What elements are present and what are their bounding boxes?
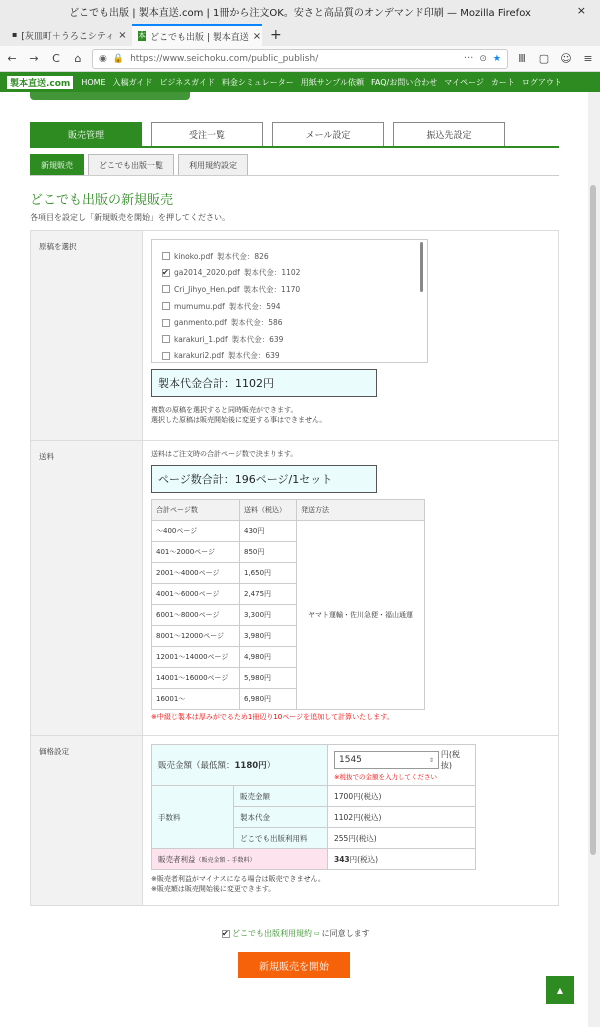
file-name: karakuri_1.pdf [174, 334, 228, 344]
fee-item-label: 販売金額 [234, 786, 328, 807]
pages-cell: 8001〜12000ページ [152, 626, 240, 647]
file-cost: 製本代金：639 [227, 351, 280, 361]
pages-cell: 6001〜8000ページ [152, 605, 240, 626]
shipping-cell [143, 441, 559, 736]
col-pages: 合計ページ数 [152, 500, 240, 521]
site-favicon-icon: 本 [138, 31, 146, 40]
profit-unit: 円(税込) [349, 854, 379, 864]
page-icon: ▪ [12, 30, 18, 39]
sidebar-icon[interactable]: ▢ [538, 52, 550, 65]
terms-agreement [222, 928, 370, 939]
shipping-table [151, 499, 425, 710]
file-checkbox[interactable] [162, 302, 170, 310]
manuscript-note-2: 選択した原稿は販売開始後に変更する事はできません。 [151, 416, 327, 424]
url-text[interactable]: https://www.seichoku.com/public_publish/ [130, 53, 319, 64]
fee-cell: 1,650円 [240, 563, 297, 584]
pages-cell: 12001〜14000ページ [152, 647, 240, 668]
menu-icon[interactable]: ≡ [583, 52, 593, 65]
tab-close-icon[interactable]: × [252, 30, 262, 42]
file-name: mumumu.pdf [174, 301, 225, 311]
file-checkbox[interactable] [162, 335, 170, 343]
file-checkbox[interactable] [162, 252, 170, 260]
price-cell [143, 736, 559, 906]
tab-mail-settings[interactable]: メール設定 [272, 122, 384, 146]
file-item[interactable] [162, 298, 427, 315]
file-cost: 製本代金：1102 [243, 268, 301, 278]
pages-cell: 4001〜6000ページ [152, 584, 240, 605]
tab-publish-list[interactable]: どこでも出版一覧 [88, 154, 174, 175]
file-cost: 製本代金：639 [231, 334, 284, 344]
price-table [151, 744, 476, 870]
sale-price-text: 販売金額（最低額： [158, 761, 235, 771]
file-name: karakuri2.pdf [174, 351, 224, 361]
manuscript-notes [151, 405, 550, 425]
col-fee: 送料（税込） [240, 500, 297, 521]
site-nav-business[interactable]: ビジネスガイド [159, 77, 215, 87]
window-titlebar [0, 0, 600, 22]
spinner-icon[interactable]: ⇕ [428, 756, 434, 764]
file-cost: 製本代金：586 [230, 318, 283, 328]
browser-tab-1[interactable] [6, 24, 132, 46]
fee-item-value: 255円(税込) [328, 828, 476, 849]
shipping-warning: ※中綴じ製本は厚みがでるため1冊辺り10ページを追加して計算いたします。 [151, 713, 394, 721]
fee-item-value: 1102円(税込) [328, 807, 476, 828]
hero-banner-edge [30, 92, 190, 100]
sale-price-unit: 円(税抜) [440, 750, 460, 770]
site-nav-guide[interactable]: 入稿ガイド [112, 77, 153, 87]
file-item[interactable] [162, 281, 427, 298]
page-scrollbar-thumb[interactable] [590, 185, 596, 855]
manuscript-label: 原稿を選択 [31, 231, 143, 441]
terms-link[interactable]: どこでも出版利用規約 [232, 929, 312, 938]
site-nav-simulator[interactable]: 料金シミュレーター [221, 77, 294, 87]
fee-label: 手数料 [152, 786, 234, 849]
site-nav-logout[interactable]: ログアウト [521, 77, 562, 87]
nav-toolbar [0, 46, 600, 72]
file-checkbox[interactable] [162, 352, 170, 360]
tab-sales-management[interactable]: 販売管理 [30, 122, 142, 146]
window-close-button[interactable]: × [576, 4, 586, 17]
file-cost: 製本代金：594 [228, 301, 281, 311]
pages-cell: 16001〜 [152, 689, 240, 710]
manuscript-cell [143, 231, 559, 441]
fee-cell: 6,980円 [240, 689, 297, 710]
pocket-icon[interactable]: ⊙ [479, 53, 487, 64]
binding-cost-total: 製本代金合計：1102円 [151, 369, 377, 397]
fee-cell: 5,980円 [240, 668, 297, 689]
browser-tab-2[interactable] [132, 24, 262, 46]
site-logo[interactable]: 製本直送.com [6, 75, 74, 90]
price-notes [151, 874, 550, 894]
tab-label: [灰皿町＋うろこシティ [21, 31, 115, 42]
forward-icon[interactable]: → [29, 52, 39, 65]
page-title: どこでも出版の新規販売 [30, 193, 174, 208]
new-tab-button[interactable]: + [270, 27, 282, 43]
fee-item-value: 1700円(税込) [328, 786, 476, 807]
tab-bank-settings[interactable]: 振込先設定 [393, 122, 505, 146]
file-name: kinoko.pdf [174, 251, 213, 261]
tab-strip [0, 22, 600, 46]
pages-cell: 14001〜16000ページ [152, 668, 240, 689]
price-label: 価格設定 [31, 736, 143, 906]
tab-terms-settings[interactable]: 利用規約設定 [178, 154, 248, 175]
pages-cell: 2001〜4000ページ [152, 563, 240, 584]
page-actions-icon[interactable]: ··· [463, 53, 474, 64]
profit-label-sub: （販売金額 - 手数料） [195, 856, 256, 864]
site-nav-cart[interactable]: カート [490, 77, 515, 87]
account-icon[interactable]: ☺ [560, 52, 572, 65]
sale-price-input-cell [328, 745, 476, 786]
table-row [152, 521, 425, 542]
library-icon[interactable]: Ⅲ [518, 52, 526, 65]
lock-icon: 🔒 [112, 53, 125, 64]
profit-label-text: 販売者利益 [158, 854, 196, 864]
tab-label: どこでも出版 | 製本直送 [150, 32, 249, 43]
site-nav-faq[interactable]: FAQ/お問い合わせ [371, 77, 438, 87]
tab-close-icon[interactable]: × [118, 29, 127, 41]
sale-price-input[interactable] [334, 751, 439, 769]
file-name: Cri_Jihyo_Hen.pdf [174, 284, 240, 294]
file-name: ganmento.pdf [174, 318, 227, 328]
fee-cell: 4,980円 [240, 647, 297, 668]
main-tabs [30, 122, 559, 148]
external-link-icon: ▭ [314, 930, 320, 937]
file-cost: 製本代金：826 [216, 251, 269, 261]
profit-amount: 343 [334, 854, 350, 864]
back-icon[interactable]: ← [7, 52, 17, 65]
site-nav-bar [0, 72, 600, 92]
sale-price-row [334, 749, 469, 771]
file-checkbox[interactable] [162, 269, 170, 277]
shipping-note: 送料はご注文時の合計ページ数で決まります。 [151, 450, 298, 458]
sale-price-min: 1180円 [234, 761, 267, 771]
agree-checkbox[interactable] [222, 930, 230, 938]
profit-value [328, 849, 476, 870]
fee-cell: 850円 [240, 542, 297, 563]
sale-price-label [152, 745, 328, 786]
profit-label [152, 849, 328, 870]
sale-price-hint: ※税抜での金額を入力してください [334, 773, 437, 781]
price-note-2: ※販売額は販売開始後に変更できます。 [151, 885, 276, 893]
site-nav-home[interactable]: HOME [81, 77, 106, 87]
fee-cell: 3,300円 [240, 605, 297, 626]
new-sale-form [30, 230, 559, 906]
file-item[interactable] [162, 248, 427, 265]
fee-cell: 3,980円 [240, 626, 297, 647]
page-count-total: ページ数合計：196ページ/1セット [151, 465, 377, 493]
file-item[interactable] [162, 331, 427, 348]
fee-item-label: 製本代金 [234, 807, 328, 828]
tab-new-sale[interactable]: 新規販売 [30, 154, 84, 175]
file-cost: 製本代金：1170 [243, 284, 301, 294]
file-item[interactable] [162, 348, 427, 363]
home-icon[interactable]: ⌂ [74, 52, 82, 65]
file-name: ga2014_2020.pdf [174, 268, 240, 278]
agree-text: に同意します [321, 929, 370, 938]
file-list-scrollbar[interactable] [420, 242, 423, 292]
file-item[interactable] [162, 265, 427, 282]
tab-orders[interactable]: 受注一覧 [151, 122, 263, 146]
col-method: 発送方法 [297, 500, 425, 521]
file-list[interactable] [151, 239, 428, 363]
bookmark-star-icon[interactable]: ★ [492, 53, 501, 64]
start-sale-button[interactable]: 新規販売を開始 [238, 952, 350, 978]
page-intro: 各項目を設定し「新規販売を開始」を押してください。 [30, 213, 230, 222]
price-note-1: ※販売者利益がマイナスになる場合は販売できません。 [151, 875, 325, 883]
fee-cell: 2,475円 [240, 584, 297, 605]
shipping-label: 送料 [31, 441, 143, 736]
site-nav-sample[interactable]: 用紙サンプル依頼 [300, 77, 365, 87]
sub-tabs [30, 154, 559, 176]
url-bar[interactable] [92, 49, 508, 69]
page-content [0, 92, 588, 1027]
file-checkbox[interactable] [162, 319, 170, 327]
back-to-top-button[interactable]: ▲ [546, 976, 574, 1004]
fee-cell: 430円 [240, 521, 297, 542]
sale-price-close: ） [266, 761, 276, 771]
shield-icon[interactable]: ◉ [99, 53, 107, 64]
reload-icon[interactable]: C [52, 52, 60, 65]
window-title: どこでも出版 | 製本直送.com | 1冊から注文OK。安さと高品質のオンデマンド印刷 — Mozilla Firefox [69, 7, 531, 19]
file-checkbox[interactable] [162, 285, 170, 293]
method-cell: ヤマト運輸・佐川急便・福山通運 [297, 521, 425, 710]
pages-cell: 〜400ページ [152, 521, 240, 542]
manuscript-note-1: 複数の原稿を選択すると同時販売ができます。 [151, 406, 298, 414]
sale-price-value: 1545 [339, 755, 362, 765]
fee-item-label: どこでも出版利用料 [234, 828, 328, 849]
site-nav-mypage[interactable]: マイページ [444, 77, 484, 87]
pages-cell: 401〜2000ページ [152, 542, 240, 563]
file-item[interactable] [162, 314, 427, 331]
